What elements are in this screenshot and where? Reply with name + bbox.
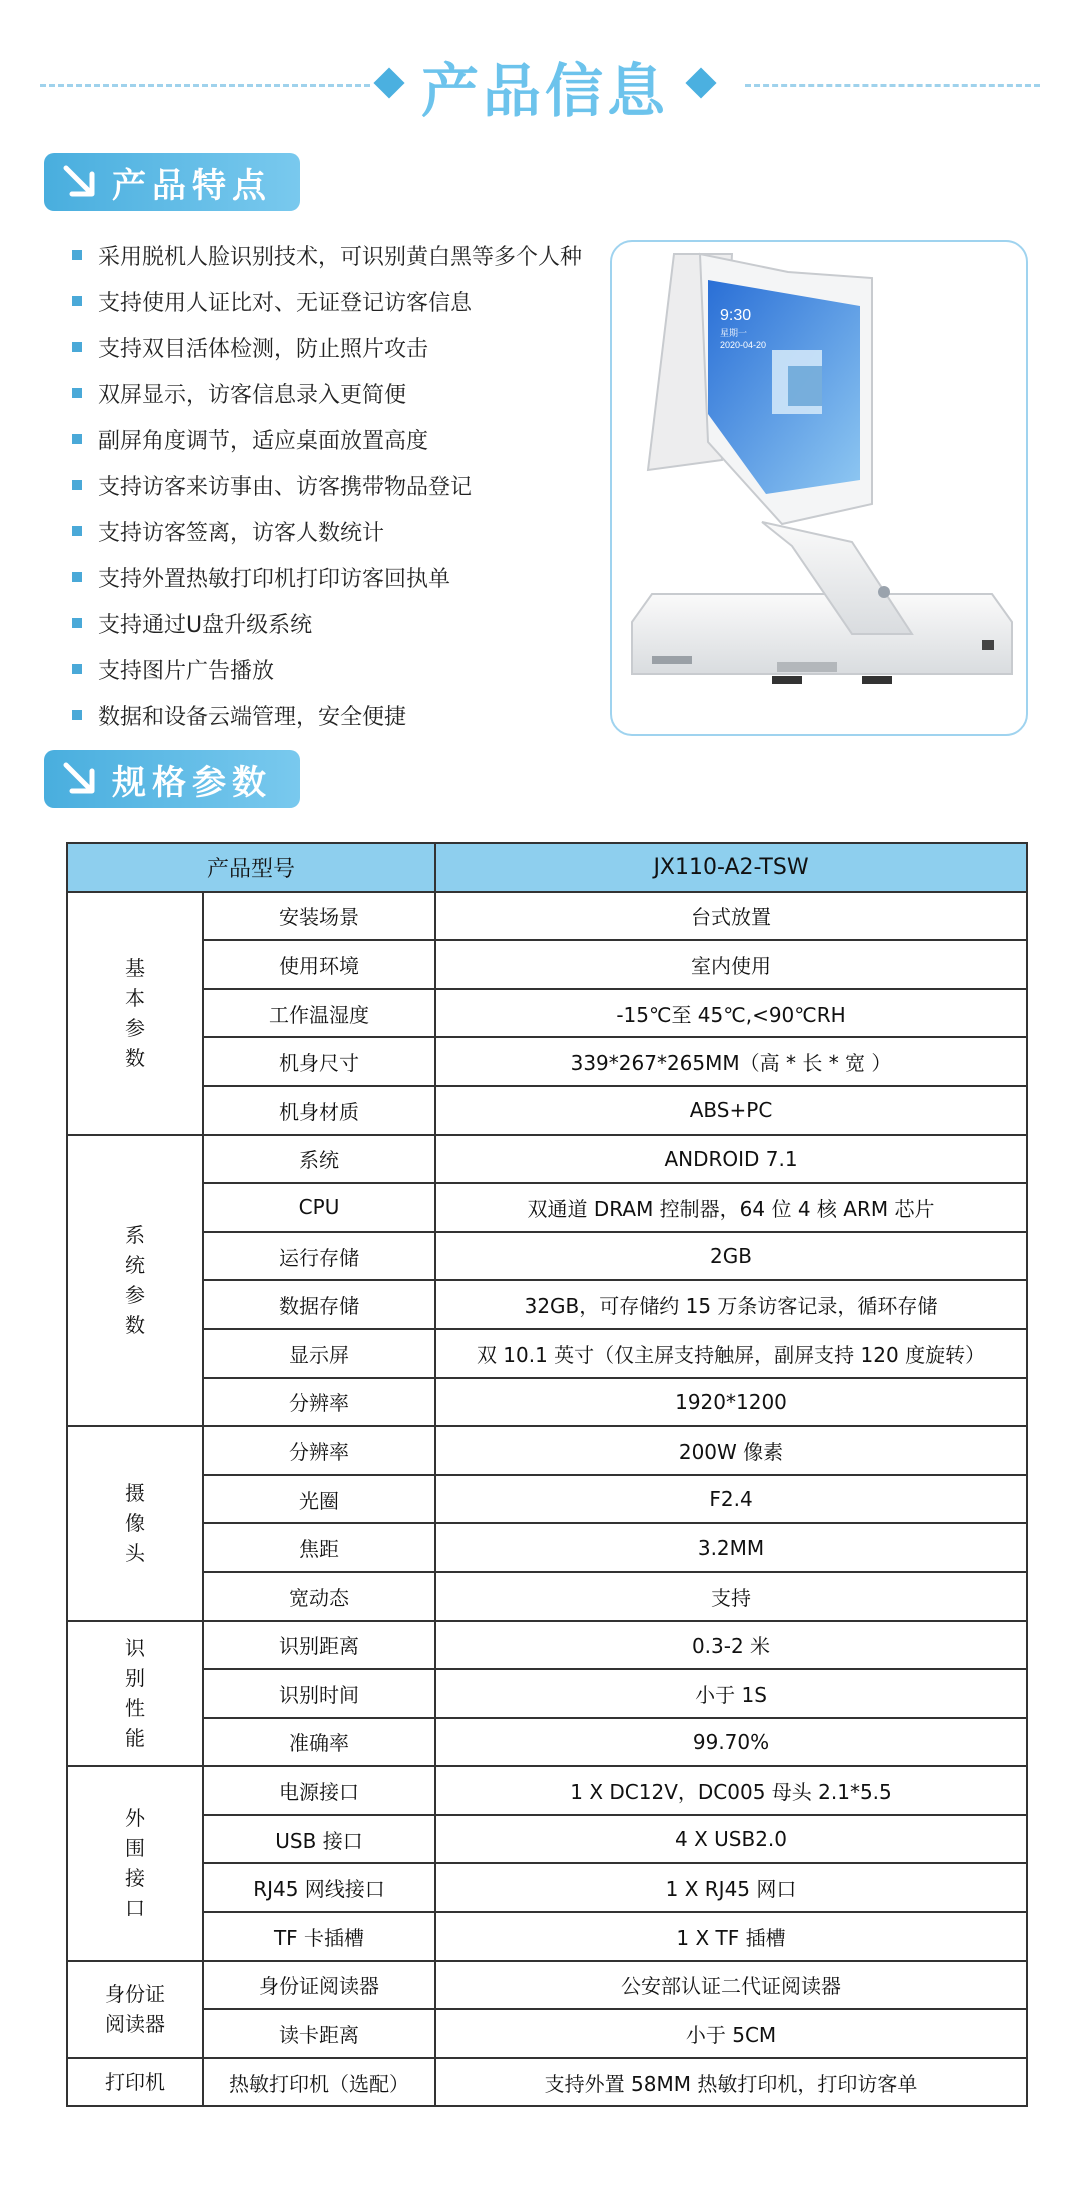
list-item: 数据和设备云端管理，安全便捷 xyxy=(72,692,612,738)
features-section-title: 产品特点 xyxy=(112,165,272,206)
bullet-icon xyxy=(72,434,82,444)
header-label: 产品型号 xyxy=(67,843,435,892)
specs-section-tag xyxy=(44,750,300,808)
list-item: 支持通过U盘升级系统 xyxy=(72,600,612,646)
table-row: 使用环境 室内使用 xyxy=(67,940,1027,989)
screen-time: 9:30 xyxy=(720,307,752,324)
list-item: 支持访客签离，访客人数统计 xyxy=(72,508,612,554)
table-row: 分辨率 1920*1200 xyxy=(67,1378,1027,1427)
table-row: 光圈 F2.4 xyxy=(67,1475,1027,1524)
bullet-icon xyxy=(72,572,82,582)
table-row: 运行存储 2GB xyxy=(67,1232,1027,1281)
bullet-icon xyxy=(72,296,82,306)
table-row: 基本参数 安装场景 台式放置 xyxy=(67,892,1027,941)
table-row: 宽动态 支持 xyxy=(67,1572,1027,1621)
table-row: 系统参数 系统 ANDROID 7.1 xyxy=(67,1135,1027,1184)
category-cell: 打印机 xyxy=(67,2058,203,2107)
category-cell: 外围接口 xyxy=(67,1766,203,1960)
arrow-down-right-icon xyxy=(60,759,100,799)
table-row: 识别性能 识别距离 0.3-2 米 xyxy=(67,1621,1027,1670)
table-row: 机身材质 ABS+PC xyxy=(67,1086,1027,1135)
table-row: 显示屏 双 10.1 英寸（仅主屏支持触屏，副屏支持 120 度旋转） xyxy=(67,1329,1027,1378)
bullet-icon xyxy=(72,526,82,536)
table-row: 识别时间 小于 1S xyxy=(67,1669,1027,1718)
header-value: JX110-A2-TSW xyxy=(435,843,1027,892)
list-item: 支持外置热敏打印机打印访客回执单 xyxy=(72,554,612,600)
bullet-icon xyxy=(72,618,82,628)
bullet-icon xyxy=(72,710,82,720)
category-cell: 系统参数 xyxy=(67,1135,203,1427)
table-row: 焦距 3.2MM xyxy=(67,1523,1027,1572)
feature-list xyxy=(72,232,612,738)
page-title: 产品信息 xyxy=(420,57,669,125)
table-row: 摄像头 分辨率 200W 像素 xyxy=(67,1426,1027,1475)
title-divider-left xyxy=(40,84,370,87)
title-divider-right xyxy=(745,84,1040,87)
product-image xyxy=(610,240,1028,736)
diamond-icon xyxy=(685,67,716,98)
table-row: 准确率 99.70% xyxy=(67,1718,1027,1767)
table-row: RJ45 网线接口 1 X RJ45 网口 xyxy=(67,1863,1027,1912)
table-row: CPU 双通道 DRAM 控制器，64 位 4 核 ARM 芯片 xyxy=(67,1183,1027,1232)
specs-table xyxy=(66,842,1028,2107)
screen-weekday: 星期一 xyxy=(720,328,748,338)
table-row: 打印机 热敏打印机（选配） 支持外置 58MM 热敏打印机，打印访客单 xyxy=(67,2058,1027,2107)
page-title-bar xyxy=(0,40,1080,125)
bullet-icon xyxy=(72,480,82,490)
bullet-icon xyxy=(72,342,82,352)
table-row: 身份证阅读器 身份证阅读器 公安部认证二代证阅读器 xyxy=(67,1961,1027,2010)
features-section-tag xyxy=(44,153,300,211)
list-item: 采用脱机人脸识别技术，可识别黄白黑等多个人种 xyxy=(72,232,612,278)
category-cell: 身份证阅读器 xyxy=(67,1961,203,2058)
table-row: 机身尺寸 339*267*265MM（高 * 长 * 宽 ） xyxy=(67,1037,1027,1086)
dual-screen-terminal-illustration xyxy=(612,242,1026,734)
table-header-row xyxy=(67,843,1027,892)
list-item: 支持双目活体检测，防止照片攻击 xyxy=(72,324,612,370)
arrow-down-right-icon xyxy=(60,162,100,202)
table-row: TF 卡插槽 1 X TF 插槽 xyxy=(67,1912,1027,1961)
list-item: 副屏角度调节，适应桌面放置高度 xyxy=(72,416,612,462)
screen-date: 2020-04-20 xyxy=(720,340,767,350)
bullet-icon xyxy=(72,388,82,398)
table-row: 工作温湿度 -15℃至 45℃,<90℃RH xyxy=(67,989,1027,1038)
table-row: 外围接口 电源接口 1 X DC12V，DC005 母头 2.1*5.5 xyxy=(67,1766,1027,1815)
bullet-icon xyxy=(72,250,82,260)
table-row: 数据存储 32GB，可存储约 15 万条访客记录，循环存储 xyxy=(67,1280,1027,1329)
category-cell: 摄像头 xyxy=(67,1426,203,1620)
category-cell: 基本参数 xyxy=(67,892,203,1135)
bullet-icon xyxy=(72,664,82,674)
specs-section-title: 规格参数 xyxy=(112,762,272,803)
table-row: USB 接口 4 X USB2.0 xyxy=(67,1815,1027,1864)
table-row: 读卡距离 小于 5CM xyxy=(67,2009,1027,2058)
list-item: 支持访客来访事由、访客携带物品登记 xyxy=(72,462,612,508)
list-item: 支持图片广告播放 xyxy=(72,646,612,692)
list-item: 支持使用人证比对、无证登记访客信息 xyxy=(72,278,612,324)
list-item: 双屏显示，访客信息录入更简便 xyxy=(72,370,612,416)
diamond-icon xyxy=(373,67,404,98)
category-cell: 识别性能 xyxy=(67,1621,203,1767)
